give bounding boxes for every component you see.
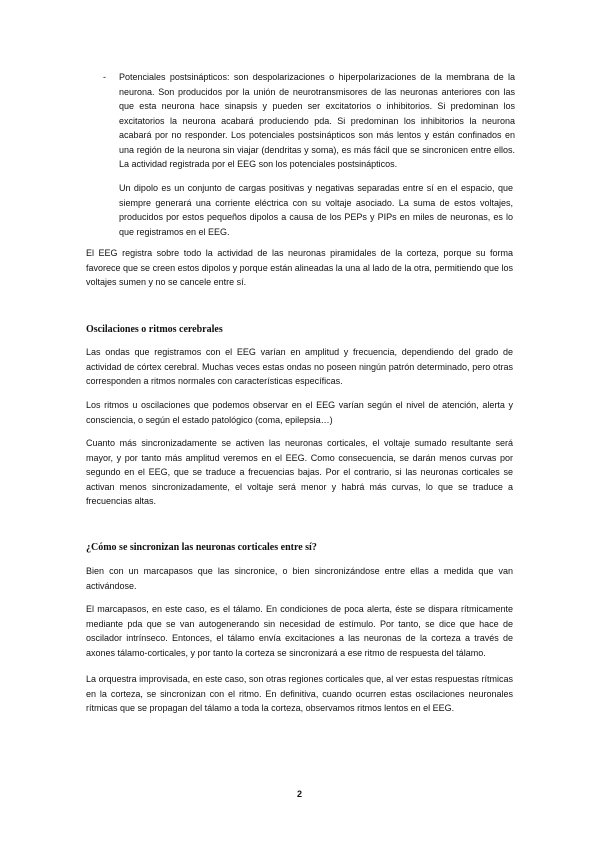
page-number: 2 (296, 789, 302, 799)
paragraph: Bien con un marcapasos que las sincronice, o bien sincronizándose entre ellas a medida que van activándose. (86, 566, 513, 591)
eeg-paragraph: El EEG registra sobre todo la actividad de las neuronas piramidales de la corteza, porque su forma favorece que se creen estos dipolos y porque están alineadas la una al lado de la otra, permitiendo que los voltajes sumen y no se cancele entre sí. (86, 248, 513, 287)
paragraph: Los ritmos u oscilaciones que podemos observar en el EEG varían según el nivel de atención, alerta y consciencia, o según el estado patológico (coma, epilepsia…) (86, 400, 513, 425)
paragraph: La orquestra improvisada, en este caso, son otras regiones corticales que, al ver estas respuestas rítmicas en la corteza, se sincronizan con el ritmo. En definitiva, cuando ocurren estas oscilaciones neuronales rítmicas que se propagan del tálamo a toda la corteza, observamos ritmos lentos en el EEG. (86, 674, 513, 713)
paragraph: Las ondas que registramos con el EEG varían en amplitud y frecuencia, dependiendo del grado de actividad de córtex cerebral. Muchas veces estas ondas no poseen ningún patrón determinado, pero otras corresponden a ritmos normales con características específicas. (86, 347, 513, 386)
paragraph: El marcapasos, en este caso, es el tálamo. En condiciones de poca alerta, éste se dispara rítmicamente mediante pda que se van autogenerando sin necesidad de estímulo. Por tanto, se dice que hace de oscilador intrínseco. Entonces, el tálamo envía excitaciones a las neuronas de la corteza a través de axones tálamo-corticales, y por tanto la corteza se sincronizará a ese ritmo de respuesta del tálamo. (86, 604, 513, 658)
bullet-text: Potenciales postsinápticos: son despolarizaciones o hiperpolarizaciones de la membrana de la neurona. Son producidos por la unión de neurotransmisores de las neuronas anteriores con las que esta neurona hace sinapsis y pueden ser excitatorios o inhibitorios. Si predominan los excitatorios la neurona acabará produciendo pda. Si predominan los inhibitorios la neurona acabará por no responder. Los potenciales postsinápticos son más lentos y están confinados en una región de la neurona sin viajar (dendritas y soma), es más fácil que se sincronicen entre ellos. La actividad registrada por el EEG son los potenciales postsinápticos. (119, 72, 515, 169)
paragraph: Cuanto más sincronizadamente se activen las neuronas corticales, el voltaje sumado resultante será mayor, y por tanto más amplitud veremos en el EEG. Como consecuencia, se darán menos curvas por segundo en el EEG, que se traduce a frecuencias bajas. Por el contrario, si las neuronas corticales se activan menos sincronizadamente, el voltaje será menor y habrá más curvas, lo que se traduce a frecuencias altas. (86, 438, 513, 506)
section-heading-oscilaciones: Oscilaciones o ritmos cerebrales (86, 324, 223, 335)
section-heading-sincronizacion: ¿Cómo se sincronizan las neuronas corticales entre sí? (86, 542, 317, 553)
dipolos-paragraph: Un dipolo es un conjunto de cargas positivas y negativas separadas entre sí en el espacio, que siempre generará una corriente eléctrica con su voltaje asociado. La suma de estos voltajes, producidos por estos pequeños dipolos a causa de los PEPs y PIPs en miles de neuronas, es lo que registramos en el EEG. (119, 183, 513, 237)
bullet-marker: - (103, 72, 106, 82)
